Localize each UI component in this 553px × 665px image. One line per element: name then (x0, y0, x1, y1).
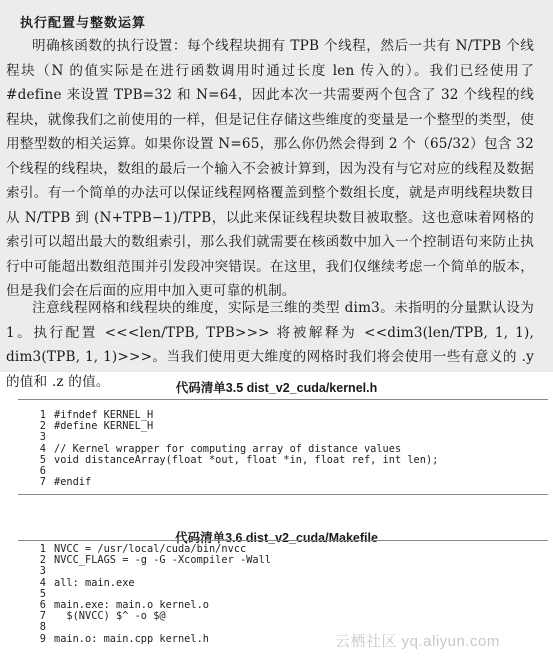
line-number: 5 (39, 587, 46, 600)
line-number: 7 (39, 476, 46, 489)
code-line (0, 421, 553, 432)
listing-top-rule (18, 540, 548, 541)
code-text: main.exe: main.o kernel.o (54, 599, 209, 612)
code-text: // Kernel wrapper for computing array of distance values (54, 442, 402, 455)
note-paragraph-1: 明确核函数的执行设置：每个线程块拥有 TPB 个线程，然后一共有 N/TPB 个线程块（N 的值实际是在进行函数调用时通过长度 len 传入的）。我们已经使用了 #define 来设置 TPB=32 和 N=64，因此本次一共需要两个包含了 32 个线程的线程块，就像我们之前使用的一样，但是记住存储这些维度的变量是一个整型的类型，使用整型数的相关运算。如果你设置 N=65，那么你仍然会得到 2 个（65/32）包含 32 个线程的线程块，数组的最后一个输入不会被计算到，因为没有与它对应的线程及数据索引。有一个简单的办法可以保证线程网格覆盖到整个数组长度，就是声明线程块数目从 N/TPB 到 (N+TPB−1)/TPB，以此来保证线程块数目被取整。这也意味着网格的索引可以超出最大的数组索引，那么我们就需要在核函数中加入一个控制语句来防止执行中可能超出数组范围并引发段冲突错误。在这里，我们仅继续考虑一个简单的版本，但是我们会在后面的应用中加入更可靠的机制。 (6, 38, 534, 299)
note-paragraph-2: 注意线程网格和线程块的维度，实际是三维的类型 dim3。未指明的分量默认设为 1。执行配置 <<<len/TPB, TPB>>> 将被解释为 <<dim3(len/TPB, 1, 1), dim3(TPB, 1, 1)>>>。当我们使用更大维度的网格时我们将会使用一些有意义的 .y 的值和 .z 的值。 (6, 300, 534, 390)
code-text: void distanceArray(float *out, float *in, float ref, int len); (54, 453, 439, 466)
line-number: 8 (39, 621, 46, 634)
code-line (0, 477, 553, 488)
listing-bottom-rule (18, 494, 548, 495)
line-number: 7 (39, 610, 46, 623)
code-listing-kernel-h (0, 410, 553, 488)
listing-caption-kernel-h: 代码清单3.5 dist_v2_cuda/kernel.h (175, 381, 378, 395)
note-title: 执行配置与整数运算 (20, 16, 147, 31)
listing-top-rule (18, 399, 548, 400)
listing-caption-makefile: 代码清单3.6 dist_v2_cuda/Makefile (175, 531, 378, 545)
line-number: 2 (39, 420, 46, 433)
line-number: 4 (39, 576, 46, 589)
line-number: 4 (39, 442, 46, 455)
code-line (0, 555, 553, 566)
code-line (0, 611, 553, 622)
code-text: all: main.exe (54, 576, 135, 589)
line-number: 9 (39, 632, 46, 645)
line-number: 5 (39, 453, 46, 466)
line-number: 6 (39, 465, 46, 478)
code-text: NVCC = /usr/local/cuda/bin/nvcc (54, 543, 247, 555)
code-line (0, 455, 553, 466)
code-text: $(NVCC) $^ -o $@ (54, 610, 166, 623)
line-number: 6 (39, 599, 46, 612)
line-number: 3 (39, 431, 46, 444)
code-text: #define KERNEL_H (54, 420, 154, 433)
code-line (0, 578, 553, 589)
site-watermark: 云栖社区 yq.aliyun.com (335, 633, 500, 650)
line-number: 3 (39, 565, 46, 578)
line-number: 1 (39, 409, 46, 421)
line-number: 2 (39, 554, 46, 567)
code-text: NVCC_FLAGS = -g -G -Xcompiler -Wall (54, 554, 271, 567)
code-text: #ifndef KERNEL_H (54, 409, 154, 421)
code-text: #endif (54, 476, 92, 489)
code-text: main.o: main.cpp kernel.h (54, 632, 209, 645)
line-number: 1 (39, 543, 46, 555)
